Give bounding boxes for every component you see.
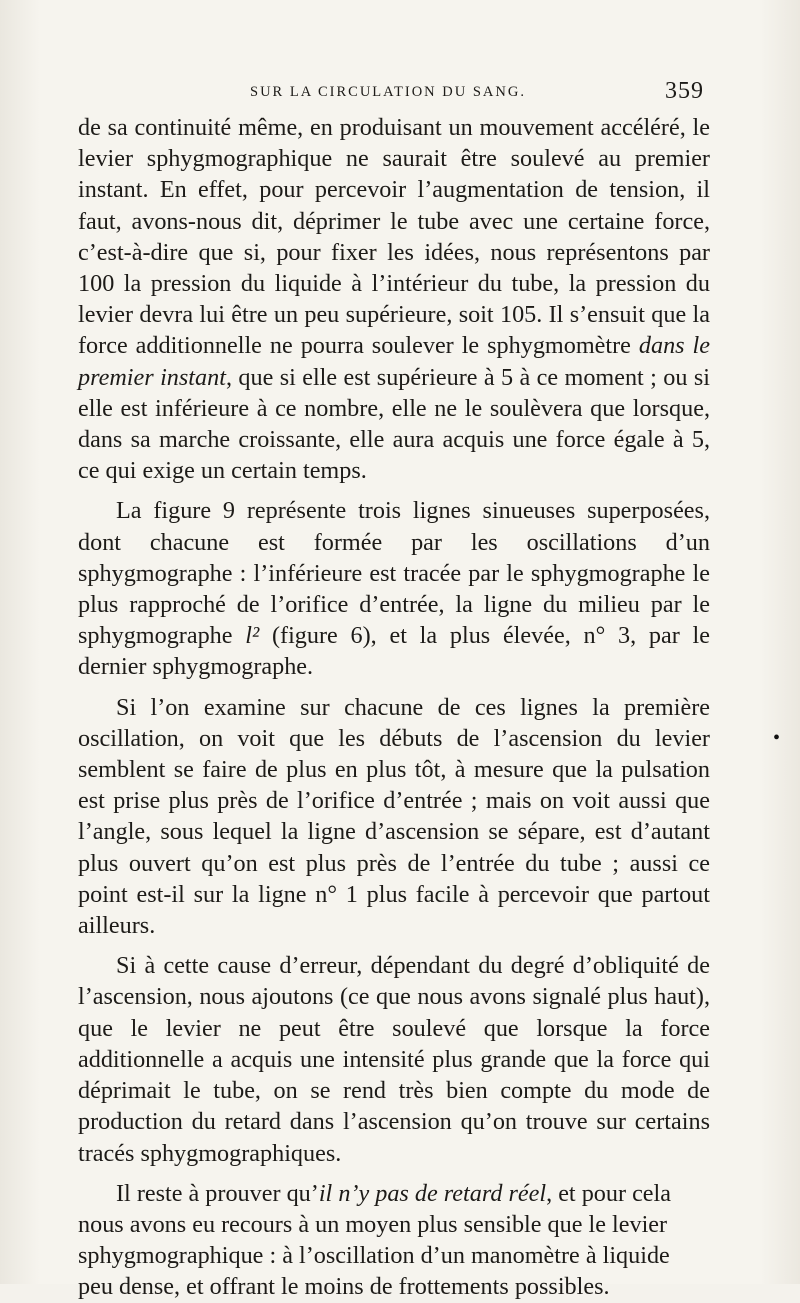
- text-run: , et pour cela nous avons eu recours à un moyen plus sensible que le levier sphygmographique : à l’oscillation d’un manomètre à liquide peu dense, et offrant le moins de frottements possibles.: [78, 1179, 671, 1301]
- margin-mark: •: [773, 727, 781, 749]
- body-text: [78, 112, 710, 1303]
- paragraph: [78, 950, 710, 1168]
- paragraph: [78, 112, 710, 486]
- text-run: , que si elle est supérieure à 5 à ce moment ; ou si elle est inférieure à ce nombre, elle ne le soulèvera que lorsque, dans sa marche croissante, elle aura acquis une force égale à 5, ce qui exige un certain temps.: [78, 363, 710, 485]
- text-run: La figure 9 représente trois lignes sinueuses superposées, dont chacune est formée par les oscillations d’un sphygmographe : l’inférieure est tracée par le sphygmographe le plus rapproché de l’orifice d’entrée, la ligne du milieu par le sphygmographe: [78, 497, 710, 650]
- text-run: de sa continuité même, en produisant un mouvement accéléré, le levier sphygmographique ne saurait être soulevé au premier instant. En effet, pour percevoir l’augmentation de tension, il faut, avons-nous dit, déprimer le tube avec une certaine force, c’est-à-dire que si, pour fixer les idées, nous représentons par 100 la pression du liquide à l’intérieur du tube, la pression du levier devra lui être un peu supérieure, soit 105. Il s’ensuit que la force additionnelle ne pourra soulever le sphygmomètre: [78, 114, 710, 360]
- italic-text: dans le premier instant: [78, 332, 710, 391]
- text-run: Si l’on examine sur chacune de ces lignes la première oscillation, on voit que les débuts de l’ascension du levier semblent se faire de plus en plus tôt, à mesure que la pulsation est prise plus près de l’orifice d’entrée ; mais on voit aussi que l’angle, sous lequel la ligne d’ascension se sépare, est d’autant plus ouvert qu’on est plus près de l’entrée du tube ; aussi ce point est-il sur la ligne n° 1 plus facile à percevoir que partout ailleurs.: [78, 693, 710, 940]
- text-run: (figure 6), et la plus élevée, n° 3, par le dernier sphygmographe.: [78, 622, 710, 681]
- italic-text: il n’y pas de retard réel: [318, 1179, 547, 1207]
- italic-text: l²: [245, 622, 260, 650]
- text-run: Si à cette cause d’erreur, dépendant du degré d’obliquité de l’ascension, nous ajoutons (ce que nous avons signalé plus haut), que le levier ne peut être soulevé que lorsque la force additionnelle a acquis une intensité plus grande que la force qui déprimait le tube, on se rend très bien compte du mode de production du retard dans l’ascension qu’on trouve sur certains tracés sphygmographiques.: [78, 952, 710, 1167]
- paragraph: [78, 692, 710, 942]
- paragraph: [78, 495, 710, 682]
- running-head: SUR LA CIRCULATION DU SANG.: [250, 84, 526, 100]
- page-number: 359: [665, 78, 704, 104]
- page-header: [250, 78, 710, 108]
- text-run: Il reste à prouver qu’: [116, 1179, 319, 1207]
